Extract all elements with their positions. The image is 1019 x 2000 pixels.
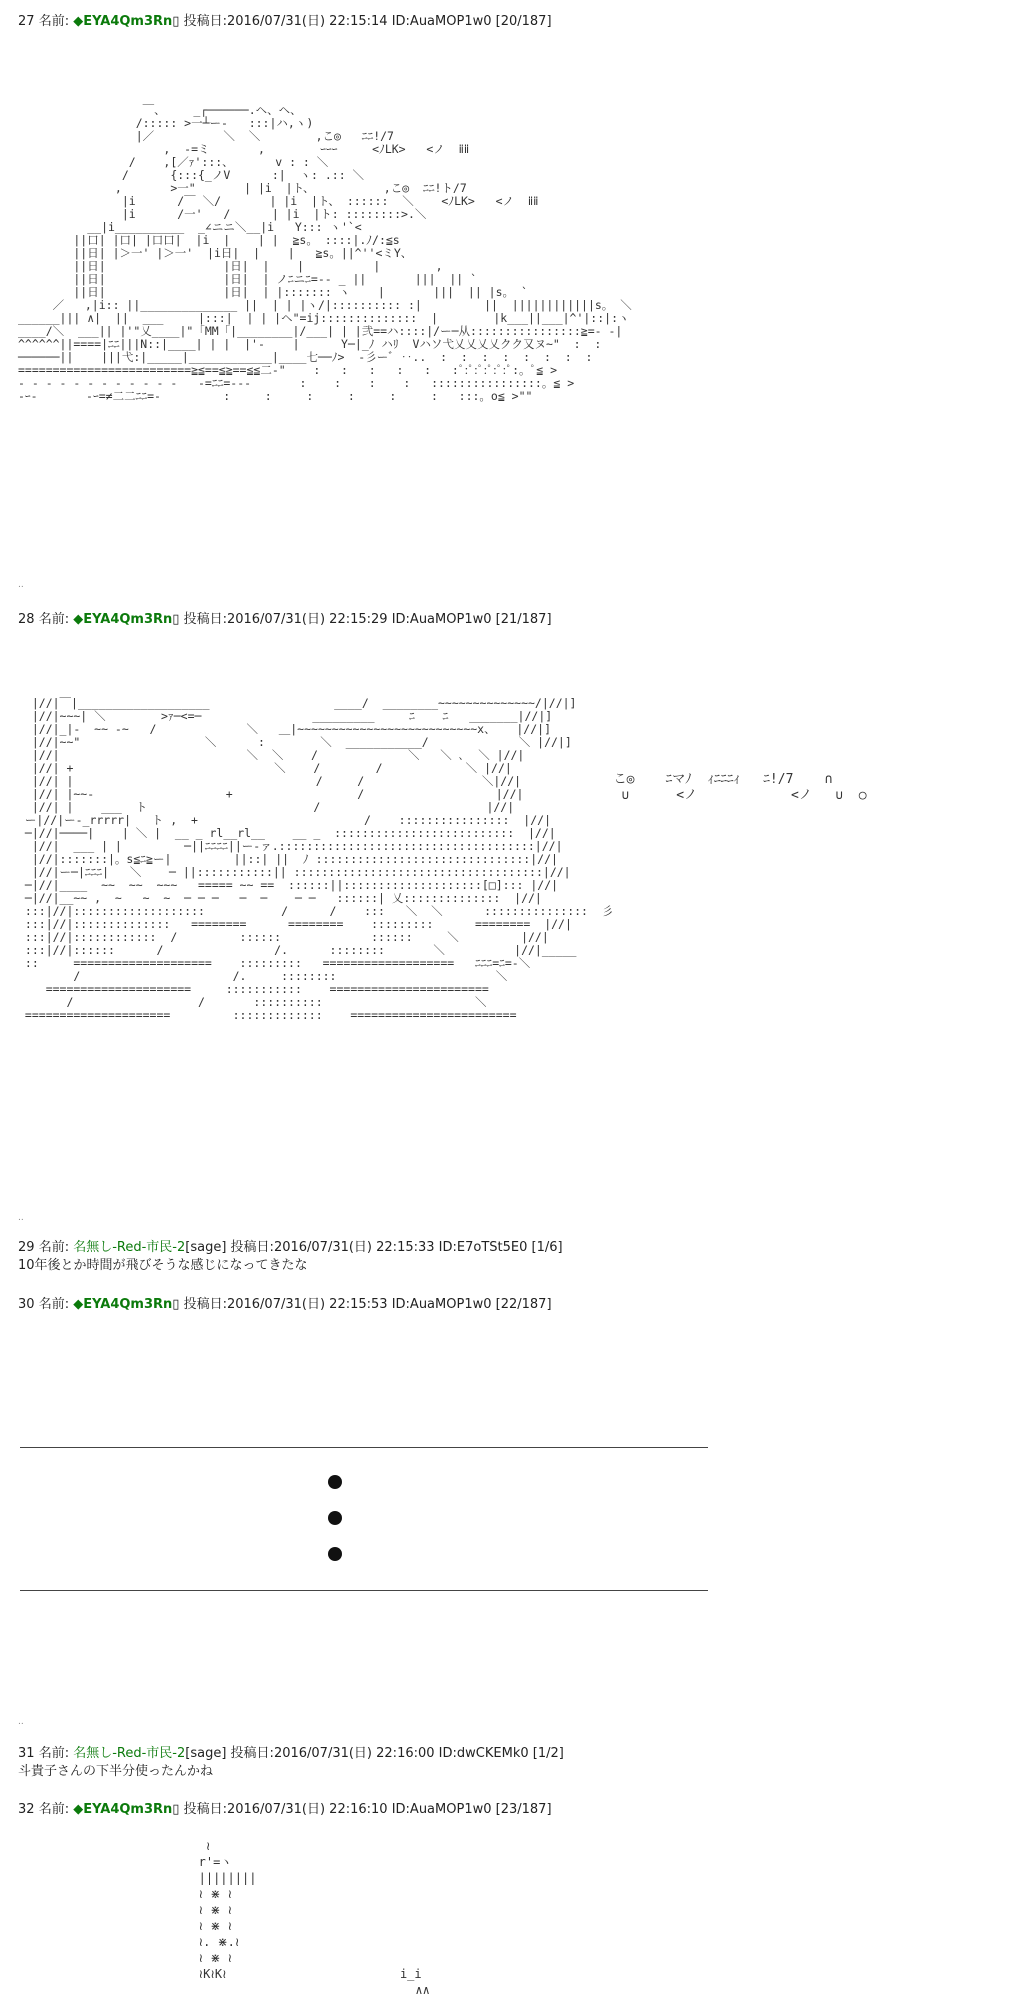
post-number: 27 <box>18 14 35 29</box>
post-number: 28 <box>18 612 35 627</box>
post-body: 斗貴子さんの下半分使ったんかね <box>18 1764 214 1779</box>
poster-name[interactable]: ◆EYA4Qm3Rn <box>73 1802 173 1817</box>
name-label: 名前: <box>38 1746 70 1761</box>
mail-icon: ▯ <box>172 612 180 627</box>
post-date: 2016/07/31(日) 22:15:33 <box>273 1240 435 1255</box>
horizontal-rule <box>20 1447 708 1448</box>
date-label: 投稿日: <box>230 1746 274 1761</box>
post-body: 10年後とか時間が飛びそうな感じになってきたな <box>18 1258 308 1273</box>
post-number: 30 <box>18 1297 35 1312</box>
post-date: 2016/07/31(日) 22:15:29 <box>226 612 388 627</box>
post-date: 2016/07/31(日) 22:16:00 <box>273 1746 435 1761</box>
post-number: 32 <box>18 1802 35 1817</box>
date-label: 投稿日: <box>183 1802 227 1817</box>
separator: .. <box>18 1717 24 1727</box>
post-count: [23/187] <box>495 1802 552 1817</box>
poster-id: ID:AuaMOP1w0 <box>391 1297 492 1312</box>
name-label: 名前: <box>38 1297 70 1312</box>
post-header <box>18 1746 564 1762</box>
dot-icon <box>328 1547 342 1561</box>
poster-id: ID:AuaMOP1w0 <box>391 612 492 627</box>
mail-field: [sage] <box>185 1240 227 1255</box>
poster-name[interactable]: ◆EYA4Qm3Rn <box>73 612 173 627</box>
mail-icon: ▯ <box>172 14 180 29</box>
dot-icon <box>328 1511 342 1525</box>
poster-name[interactable]: ◆EYA4Qm3Rn <box>73 1297 173 1312</box>
post-date: 2016/07/31(日) 22:15:14 <box>226 14 388 29</box>
mail-icon: ▯ <box>172 1802 180 1817</box>
post-count: [21/187] <box>495 612 552 627</box>
ascii-art-train: ￣、 _┌──────.ヘ、ヘ、 /::::: >一┴ー- :::|ハ,ヽ) |／ ＼ ＼ ,こ◎ ﾆﾆ!/7 , -=ミ , ｰｰｰ <ﾉLK> <ノ ⅱⅱ / ,[／ｧ':::、 v : : ＼ / {:::{_ノV :| ヽ: .:: ＼ , >一" | |i |ト、 ,こ◎ ﾆﾆ!ト/7 |i /￣ ＼/ | |i |ト、 :::::: ＼ <ﾉLK> <ノ ⅱⅱ |i /一' / | |i |ト: ::::::::>.＼ __|i__________ _∠ニニ＼__|i Y::: ヽ'`< ||口| |口| |口口| |i | | | ≧s。 ::::|.ﾉ/:≦s ||日| |＞一' |＞一' |i日| | | ≧s。||^''<ミY、 ||日| |日| | | | , ||日| |日| | ノﾆニﾆ=-- _ || ||| || ` ||日| |日| | |::::::: ヽ | ||| || |s。 ` ／ ,|i:: ||______________ || | | |ヽ/|:::::::::: :| || ||||||||||||s。 ＼ ______||| ∧| || ___ |:::| | | |ヘ"=ij:::::::::::::: | |k___||___|^'|::|:ヽ ____/＼ ___|| |'"乂____|"「MM「|________|/___| | |弐==ハ::::|/ー─从::::::::::::::::≧=- -| ^^^^^^||====|ﾆﾆ|||N::|____| | | |'- | Y─|_ﾉ ハﾘ Vハソ弋乂乂乂乂クク又ヌ~" : : ──────|| |||弋:|_____|____________|____七──ﾉ> -彡ーﾞ ‥.. : : : : : : : : =========================≧≦==≦≧==≦≦二-" : : : : : :ﾟ:ﾟ:ﾟ:ﾟ:ﾟ:ﾟ:。ﾟ≦ > - - - - - - - - - - - - -=ﾆﾆ=‐-- : : : : ::::::::::::::::。≦ > -ｰ- -ｰ=≠二二ﾆﾆ=- : : : : : : :::。o≦ >"" <box>18 103 632 403</box>
post-date: 2016/07/31(日) 22:15:53 <box>226 1297 388 1312</box>
post-number: 31 <box>18 1746 35 1761</box>
separator: .. <box>18 580 24 590</box>
post-header <box>18 1240 563 1256</box>
name-label: 名前: <box>38 14 70 29</box>
date-label: 投稿日: <box>183 14 227 29</box>
post-header <box>18 1297 552 1313</box>
poster-name[interactable]: 名無し-Red-市民-2 <box>73 1746 186 1761</box>
post-count: [22/187] <box>495 1297 552 1312</box>
post-count: [1/2] <box>532 1746 564 1761</box>
horizontal-rule <box>20 1590 708 1591</box>
post-header <box>18 1802 552 1818</box>
name-label: 名前: <box>38 1240 70 1255</box>
poster-id: ID:AuaMOP1w0 <box>391 1802 492 1817</box>
date-label: 投稿日: <box>230 1240 274 1255</box>
post-count: [1/6] <box>531 1240 563 1255</box>
ascii-art-figure: ≀ r'=ヽ |||||||| ≀ ⋇ ≀ ≀ ⋇ ≀ ≀ ⋇ ≀ ≀. ⋇.≀ ≀ ⋇ ≀ ≀K≀K≀ i_i ∧∧ <box>198 1839 430 1997</box>
poster-name[interactable]: 名無し-Red-市民-2 <box>73 1240 186 1255</box>
post-count: [20/187] <box>495 14 552 29</box>
mail-field: [sage] <box>185 1746 227 1761</box>
ascii-art-sfx: こ◎ ﾆマﾉ ｨﾆﾆﾆｨ ﾆ!/7 ∩ ∪ <ノ <ノ ∪ ○ <box>613 772 867 803</box>
post-date: 2016/07/31(日) 22:16:10 <box>226 1802 388 1817</box>
poster-id: ID:dwCKEMk0 <box>438 1746 529 1761</box>
post-header <box>18 612 552 628</box>
name-label: 名前: <box>38 1802 70 1817</box>
mail-icon: ▯ <box>172 1297 180 1312</box>
dot-icon <box>328 1475 342 1489</box>
date-label: 投稿日: <box>183 1297 227 1312</box>
poster-id: ID:E7oTSt5E0 <box>438 1240 528 1255</box>
name-label: 名前: <box>38 612 70 627</box>
date-label: 投稿日: <box>183 612 227 627</box>
post-header <box>18 14 552 30</box>
ascii-art-tunnel-station: |//|￣|___________________ ____/ ________~~~~~~~~~~~~~~/|//|] |//|~~~| ＼ >ｧ─<=─ _________ ﾆ ﾆ _______|//|] |//|_|- ~~ -~ / ＼ ＿|~~~~~~~~~~~~~~~~~~~~~~~~~~x、 |//|] |//|~~" ＼ : ＼ ___________/ ＼ |//|] |//| ＼ ＼ / ＼ ＼ ､ ＼ |//| |//| + ＼ / / ＼ |//| |//| | / / ＼|//| |//| |~~- + / |//| |//| | ___ ト / |//| ー|//|ー-_rrrrr| ト , + / :::::::::::::::: |//| ─|//|────| | ＼ | __ _ rl__rl__ __ _ :::::::::::::::::::::::::: |//| |//| ___ | | ─||ﾆﾆﾆﾆ||ー-ァ.:::::::::::::::::::::::::::::::::::::|//| |//|:::::::|。s≦ﾆ≧ー| ||::| || ﾉ :::::::::::::::::::::::::::::::|//| |//|ー─|ﾆﾆﾆ| ＼ ─ ||:::::::::::|| ::::::::::::::::::::::::::::::::::::|//| ─|//|____ ~~ ~~ ~~~ ===== ~~ == ::::::||::::::::::::::::::::[□]::: |//| ─|//|__~~ , ~ ~ ~ ─ ─ ─ ─ ─ ─ ─ ::::::| 乂:::::::::::::: |//| :::|//|::::::::::::::::::: / / ::: ＼ ＼ ::::::::::::::: 彡 :::|//|:::::::::::::: ======== ======== ::::::::: ======== |//| :::|//|:::::::::::: / :::::: :::::: ＼ |//| :::|//|:::::: / /. :::::::: ＼ |//|_____ :: ==================== ::::::::: =================== ﾆﾆﾆ=ﾆ=-＼ / /. :::::::: ＼ ===================== ::::::::::: ======================= / / :::::::::: ＼ ===================== ::::::::::::: ======================== <box>24 696 614 1022</box>
post-number: 29 <box>18 1240 35 1255</box>
separator: .. <box>18 1213 24 1223</box>
poster-name[interactable]: ◆EYA4Qm3Rn <box>73 14 173 29</box>
poster-id: ID:AuaMOP1w0 <box>391 14 492 29</box>
